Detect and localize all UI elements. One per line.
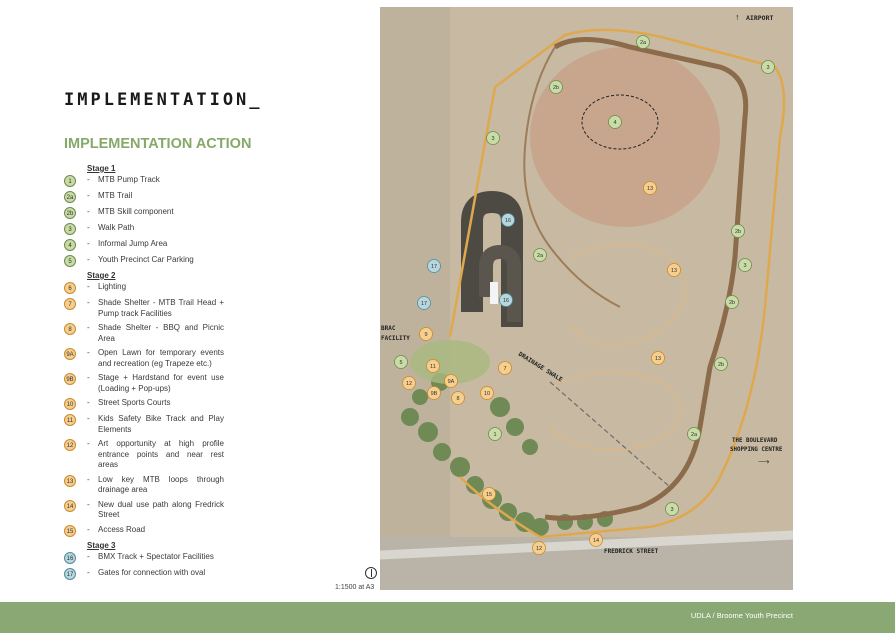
item-text: Shade Shelter - MTB Trail Head + Pump track Facilities bbox=[98, 298, 224, 318]
number-badge: 17 bbox=[64, 568, 76, 580]
map-marker-label: 9B bbox=[430, 391, 438, 397]
number-badge: 8 bbox=[64, 323, 76, 335]
list-item: 6 - Lighting bbox=[64, 282, 224, 294]
list-item: 7 - Shade Shelter - MTB Trail Head + Pump track Facilities bbox=[64, 298, 224, 319]
map-marker-label: 12 bbox=[405, 381, 413, 387]
map-marker-label: 1 bbox=[493, 432, 497, 438]
number-badge: 15 bbox=[64, 525, 76, 537]
map-marker-label: 2b bbox=[728, 300, 736, 306]
map-marker-label: 4 bbox=[613, 120, 617, 126]
number-badge: 4 bbox=[64, 239, 76, 251]
map-marker bbox=[418, 297, 431, 310]
list-item: 17 - Gates for connection with oval bbox=[64, 568, 224, 580]
number-badge: 9B bbox=[64, 373, 76, 385]
list-item: 3 - Walk Path bbox=[64, 223, 224, 235]
number-badge: 16 bbox=[64, 552, 76, 564]
map-marker bbox=[637, 36, 650, 49]
list-item: 1 - MTB Pump Track bbox=[64, 175, 224, 187]
list-item: 13 - Low key MTB loops through drainage area bbox=[64, 475, 224, 496]
list-item: 9B - Stage + Hardstand for event use (Loading + Pop-ups) bbox=[64, 373, 224, 394]
stage-heading: Stage 1 bbox=[87, 164, 116, 173]
number-badge: 6 bbox=[64, 282, 76, 294]
number-badge: 2a bbox=[64, 191, 76, 203]
item-text: Open Lawn for temporary events and recreation (eg Trapeze etc.) bbox=[98, 348, 224, 368]
list-item: 9A - Open Lawn for temporary events and recreation (eg Trapeze etc.) bbox=[64, 348, 224, 369]
map-marker bbox=[534, 249, 547, 262]
map-marker-label: 15 bbox=[485, 492, 493, 498]
stage-heading: Stage 2 bbox=[87, 271, 116, 280]
map-marker-label: 13 bbox=[654, 356, 662, 362]
map-marker-label: 8 bbox=[456, 396, 460, 402]
map-marker-label: 16 bbox=[504, 218, 512, 224]
item-text: Kids Safety Bike Track and Play Elements bbox=[98, 414, 224, 434]
boulevard-label: THE BOULEVARD bbox=[732, 438, 778, 444]
map-marker bbox=[644, 182, 657, 195]
map-marker-label: 11 bbox=[430, 364, 436, 370]
number-badge: 11 bbox=[64, 414, 76, 426]
map-marker-label: 9A bbox=[447, 379, 455, 385]
item-text: Low key MTB loops through drainage area bbox=[98, 474, 224, 494]
map-marker-label: 2b bbox=[734, 229, 742, 235]
map-marker bbox=[726, 296, 739, 309]
map-marker bbox=[428, 260, 441, 273]
airport-label: AIRPORT bbox=[746, 14, 774, 22]
map-marker bbox=[688, 428, 701, 441]
list-item: 4 - Informal Jump Area bbox=[64, 239, 224, 251]
map-marker bbox=[550, 81, 563, 94]
facility-label: FACILITY bbox=[381, 335, 410, 342]
list-item: 16 - BMX Track + Spectator Facilities bbox=[64, 552, 224, 564]
map-marker bbox=[483, 488, 496, 501]
map-marker bbox=[732, 225, 745, 238]
item-text: Art opportunity at high profile entrance points and near rest areas bbox=[98, 439, 224, 469]
map-marker bbox=[590, 534, 603, 547]
footer-bar bbox=[0, 602, 895, 633]
number-badge: 12 bbox=[64, 439, 76, 451]
north-arrow-icon: ↑ bbox=[735, 12, 740, 22]
map-marker-label: 17 bbox=[430, 264, 438, 270]
item-text: MTB Pump Track bbox=[98, 175, 160, 184]
map-marker bbox=[500, 294, 513, 307]
map-marker bbox=[499, 362, 512, 375]
north-arrow-icon bbox=[365, 567, 377, 579]
map-marker bbox=[428, 387, 441, 400]
arrow-right-icon: ⟶ bbox=[758, 457, 770, 466]
list-item: 12 - Art opportunity at high profile entrance points and near rest areas bbox=[64, 439, 224, 471]
item-text: New dual use path along Fredrick Street bbox=[98, 499, 224, 519]
list-item: 14 - New dual use path along Fredrick Street bbox=[64, 500, 224, 521]
fredrick-street-label: FREDRICK STREET bbox=[604, 548, 659, 555]
map-marker bbox=[487, 132, 500, 145]
map-marker-label: 5 bbox=[399, 360, 403, 366]
map-marker bbox=[445, 375, 458, 388]
number-badge: 1 bbox=[64, 175, 76, 187]
map-marker-label: 16 bbox=[502, 298, 510, 304]
map-marker-label: 9 bbox=[424, 332, 428, 338]
map-marker-label: 10 bbox=[483, 391, 491, 397]
list-item: 8 - Shade Shelter - BBQ and Picnic Area bbox=[64, 323, 224, 344]
map-marker bbox=[489, 428, 502, 441]
map-marker bbox=[715, 358, 728, 371]
page-title: IMPLEMENTATION_ bbox=[64, 90, 263, 110]
item-text: Walk Path bbox=[98, 223, 135, 232]
map-marker-label: 2a bbox=[536, 253, 544, 259]
number-badge: 2b bbox=[64, 207, 76, 219]
item-text: BMX Track + Spectator Facilities bbox=[98, 551, 214, 561]
list-item: 2b - MTB Skill component bbox=[64, 207, 224, 219]
list-item: 11 - Kids Safety Bike Track and Play Elements bbox=[64, 414, 224, 435]
map-marker bbox=[403, 377, 416, 390]
map-marker-label: 14 bbox=[592, 538, 600, 544]
map-marker bbox=[739, 259, 752, 272]
map-marker-label: 3 bbox=[670, 507, 674, 513]
map-marker-label: 3 bbox=[743, 263, 747, 269]
item-text: Stage + Hardstand for event use (Loading + Pop-ups) bbox=[98, 373, 224, 393]
item-text: Shade Shelter - BBQ and Picnic Area bbox=[98, 323, 224, 343]
footer-text: UDLA / Broome Youth Precinct bbox=[690, 611, 793, 620]
map-marker-label: 3 bbox=[766, 65, 770, 71]
scale-label: 1:1500 at A3 bbox=[335, 584, 375, 591]
number-badge: 10 bbox=[64, 398, 76, 410]
map-marker-label: 2a bbox=[639, 40, 647, 46]
list-item: 15 - Access Road bbox=[64, 525, 224, 537]
item-text: Informal Jump Area bbox=[98, 239, 168, 248]
number-badge: 13 bbox=[64, 475, 76, 487]
map-marker-label: 17 bbox=[420, 301, 428, 307]
map-marker bbox=[420, 328, 433, 341]
map-marker-label: 3 bbox=[491, 136, 495, 142]
section-subtitle: IMPLEMENTATION ACTION bbox=[64, 136, 252, 152]
map-marker bbox=[762, 61, 775, 74]
number-badge: 7 bbox=[64, 298, 76, 310]
stage-heading: Stage 3 bbox=[87, 540, 116, 550]
item-text: Youth Precinct Car Parking bbox=[98, 255, 194, 264]
map-marker-label: 13 bbox=[670, 268, 678, 274]
map-marker bbox=[668, 264, 681, 277]
shopping-centre-label: SHOPPING CENTRE bbox=[730, 447, 783, 453]
map-marker bbox=[609, 116, 622, 129]
map-marker-label: 2b bbox=[552, 85, 560, 91]
map-marker bbox=[427, 360, 440, 373]
number-badge: 14 bbox=[64, 500, 76, 512]
brac-label: BRAC bbox=[381, 325, 396, 332]
map-marker bbox=[395, 356, 408, 369]
item-text: Gates for connection with oval bbox=[98, 567, 206, 577]
map-marker-label: 7 bbox=[503, 366, 507, 372]
item-text: MTB Trail bbox=[98, 191, 133, 200]
map-marker bbox=[666, 503, 679, 516]
map-marker-label: 12 bbox=[535, 546, 543, 552]
item-text: Street Sports Courts bbox=[98, 398, 171, 407]
red-dirt-area bbox=[530, 47, 720, 227]
map-marker-label: 2b bbox=[717, 362, 725, 368]
list-item: 5 - Youth Precinct Car Parking bbox=[64, 255, 224, 267]
map-marker-label: 13 bbox=[646, 186, 654, 192]
number-badge: 5 bbox=[64, 255, 76, 267]
implementation-list bbox=[64, 160, 224, 584]
map-marker bbox=[502, 214, 515, 227]
site-plan-map bbox=[380, 7, 793, 590]
item-text: Lighting bbox=[98, 282, 127, 291]
list-item: 10 - Street Sports Courts bbox=[64, 398, 224, 410]
map-marker bbox=[533, 542, 546, 555]
drainage-label: DRAINAGE SWALE bbox=[516, 350, 564, 384]
map-marker bbox=[481, 387, 494, 400]
map-marker-label: 2a bbox=[690, 432, 698, 438]
list-item: 2a - MTB Trail bbox=[64, 191, 224, 203]
item-text: MTB Skill component bbox=[98, 207, 174, 216]
shelter-building bbox=[490, 282, 498, 304]
map-marker bbox=[652, 352, 665, 365]
number-badge: 3 bbox=[64, 223, 76, 235]
number-badge: 9A bbox=[64, 348, 76, 360]
map-marker bbox=[452, 392, 465, 405]
item-text: Access Road bbox=[98, 524, 146, 534]
